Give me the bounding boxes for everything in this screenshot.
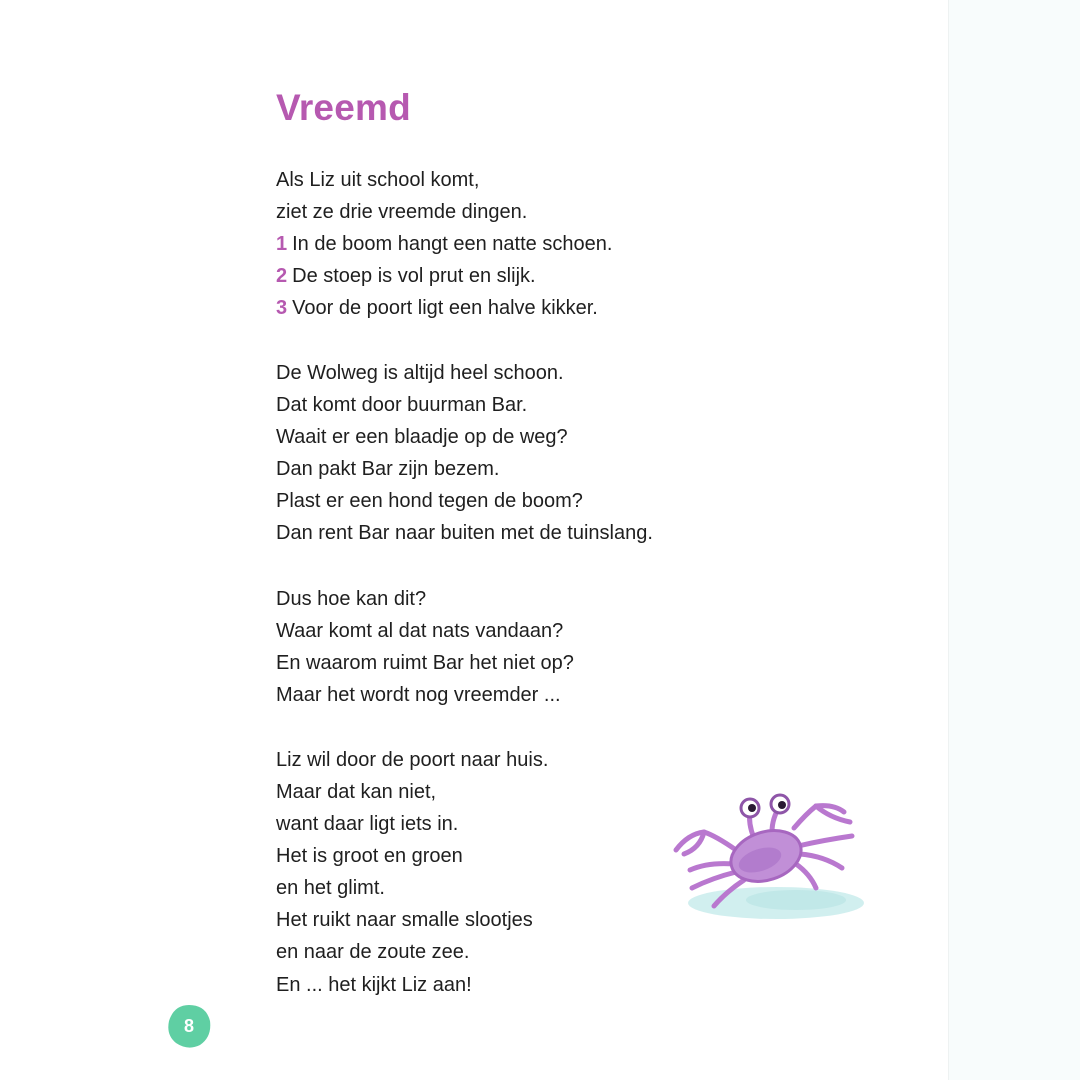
item-text: In de boom hangt een natte schoen. bbox=[292, 233, 613, 255]
text-line: En ... het kijkt Liz aan! bbox=[276, 974, 472, 996]
text-line: Waait er een blaadje op de weg? bbox=[276, 426, 568, 448]
text-line: Liz wil door de poort naar huis. bbox=[276, 749, 549, 771]
text-line: Waar komt al dat nats vandaan? bbox=[276, 620, 564, 642]
item-number: 3 bbox=[276, 297, 288, 319]
crab-illustration bbox=[656, 788, 866, 928]
page-title: Vreemd bbox=[276, 87, 411, 128]
numbered-item bbox=[276, 230, 612, 258]
text-line: Maar dat kan niet, bbox=[276, 781, 437, 803]
text-line: want daar ligt iets in. bbox=[276, 813, 459, 835]
text-line: Dan rent Bar naar buiten met de tuinslang. bbox=[276, 522, 653, 544]
text-line: Als Liz uit school komt, bbox=[276, 169, 480, 191]
text-line: En waarom ruimt Bar het niet op? bbox=[276, 652, 574, 674]
text-line: en naar de zoute zee. bbox=[276, 941, 470, 963]
text-line: Dat komt door buurman Bar. bbox=[276, 394, 528, 416]
text-line: Het ruikt naar smalle slootjes bbox=[276, 909, 533, 931]
page-number: 8 bbox=[183, 1016, 194, 1036]
text-line: ziet ze drie vreemde dingen. bbox=[276, 201, 528, 223]
text-line: en het glimt. bbox=[276, 877, 385, 899]
text-line: Het is groot en groen bbox=[276, 845, 463, 867]
text-line: De Wolweg is altijd heel schoon. bbox=[276, 362, 564, 384]
item-text: De stoep is vol prut en slijk. bbox=[292, 265, 536, 287]
text-line: Maar het wordt nog vreemder ... bbox=[276, 684, 561, 706]
item-number: 1 bbox=[276, 233, 288, 255]
numbered-item bbox=[276, 294, 598, 322]
text-line: Dan pakt Bar zijn bezem. bbox=[276, 458, 500, 480]
item-number: 2 bbox=[276, 265, 288, 287]
numbered-item bbox=[276, 262, 536, 290]
text-line: Dus hoe kan dit? bbox=[276, 588, 427, 610]
item-text: Voor de poort ligt een halve kikker. bbox=[292, 297, 598, 319]
text-line: Plast er een hond tegen de boom? bbox=[276, 490, 583, 512]
